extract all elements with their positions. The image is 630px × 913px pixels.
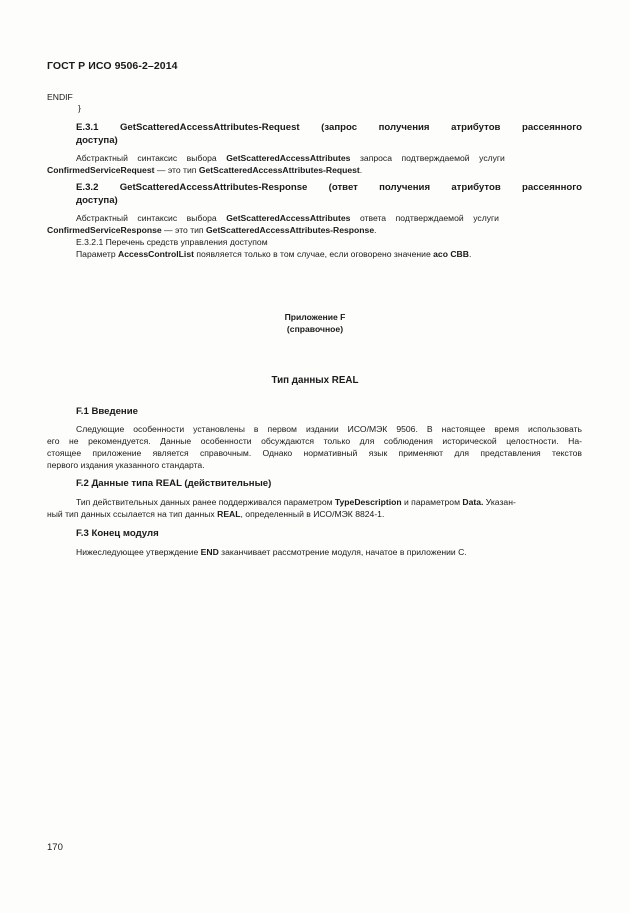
heading-e32-line1: E.3.2 GetScatteredAccessAttributes-Response (ответ получения атрибутов рассеянного: [76, 182, 582, 193]
paragraph-f2-line2: ный тип данных ссылается на тип данных REAL, определенный в ИСО/МЭК 8824-1.: [47, 509, 385, 519]
paragraph-f1-line4: первого издания указанного стандарта.: [47, 460, 205, 470]
heading-f1: F.1 Введение: [76, 406, 138, 417]
paragraph-e31-line2: ConfirmedServiceRequest — это тип GetScatteredAccessAttributes-Request.: [47, 165, 363, 175]
paragraph-f1-line1: Следующие особенности установлены в первом издании ИСО/МЭК 9506. В настоящее время использовать: [76, 424, 582, 434]
paragraph-access-control-list: Параметр AccessControlList появляется только в том случае, если оговорено значение aco CBB.: [76, 249, 472, 259]
page-number: 170: [47, 842, 63, 853]
heading-e32-line2: доступа): [76, 195, 118, 206]
heading-f3: F.3 Конец модуля: [76, 528, 159, 539]
paragraph-f1-line2: его не рекомендуется. Данные особенности обсуждаются только для соблюдения исторической целостности. На-: [47, 436, 582, 446]
document-header: ГОСТ Р ИСО 9506-2–2014: [47, 60, 178, 72]
paragraph-f2-line1: Тип действительных данных ранее поддерживался параметром TypeDescription и параметром Data. Указан-: [76, 497, 516, 507]
heading-e31-line2: доступа): [76, 135, 118, 146]
annex-subtitle: (справочное): [286, 324, 344, 334]
paragraph-e32-line2: ConfirmedServiceResponse — это тип GetScatteredAccessAttributes-Response.: [47, 225, 377, 235]
subclause-e321: E.3.2.1 Перечень средств управления доступом: [76, 237, 268, 247]
paragraph-e31-line1: Абстрактный синтаксис выбора GetScatteredAccessAttributes запроса подтверждаемой услуги: [76, 153, 505, 163]
heading-f2: F.2 Данные типа REAL (действительные): [76, 478, 272, 489]
paragraph-f1-line3: стоящее приложение является справочным. Однако нормативный язык применяют для представления текстов: [47, 448, 582, 458]
code-endif: ENDIF: [47, 92, 73, 102]
annex-heading: Тип данных REAL: [271, 375, 359, 386]
annex-title: Приложение F: [284, 312, 346, 322]
code-closing-brace: }: [78, 103, 81, 113]
paragraph-e32-line1: Абстрактный синтаксис выбора GetScatteredAccessAttributes ответа подтверждаемой услуги: [76, 213, 499, 223]
heading-e31-line1: E.3.1 GetScatteredAccessAttributes-Request (запрос получения атрибутов рассеянного: [76, 122, 582, 133]
paragraph-f3: Нижеследующее утверждение END заканчивает рассмотрение модуля, начатое в приложении С.: [76, 547, 467, 557]
